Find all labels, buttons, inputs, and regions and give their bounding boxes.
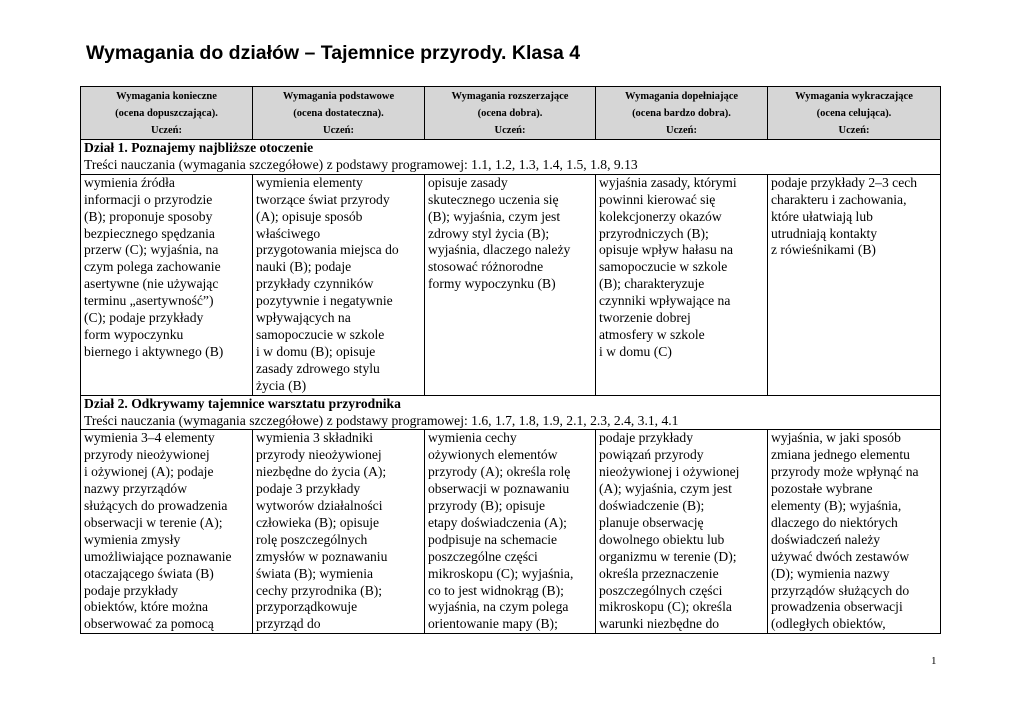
section-1-subtitle: Treści nauczania (wymagania szczegółowe) z podstawy programowej: 1.1, 1.2, 1.3, 1.4, 1.5, 1.8, 9.13: [84, 156, 638, 172]
table-cell: podaje przykłady powiązań przyrody nieożywionej i ożywionej (A); wyjaśnia, czym jest doświadczenie (B); planuje obserwację dowolnego obiektu lub organizmu w terenie (D); określa przeznaczenie poszczególnych części mikroskopu (C); określa warunki niezbędne do: [596, 430, 768, 634]
table-cell: wymienia elementy tworzące świat przyrody (A); opisuje sposób właściwego przygotowania miejsca do nauki (B); podaje przykłady czynników pozytywnie i negatywnie wpływających na samopoczucie w szkole i w domu (B); opisuje zasady zdrowego stylu życia (B): [253, 174, 425, 395]
table-cell: podaje przykłady 2–3 cech charakteru i zachowania, które ułatwiają lub utrudniają kontakty z rówieśnikami (B): [768, 174, 941, 395]
requirements-table: [80, 86, 941, 634]
document-title: Wymagania do działów – Tajemnice przyrody. Klasa 4: [86, 42, 581, 64]
section-2-subtitle: Treści nauczania (wymagania szczegółowe) z podstawy programowej: 1.6, 1.7, 1.8, 1.9, 2.1, 2.3, 2.4, 3.1, 4.1: [84, 412, 679, 428]
header-konieczne: Wymagania konieczne (ocena dopuszczająca). Uczeń:: [81, 87, 253, 140]
section-2-title: Dział 2. Odkrywamy tajemnice warsztatu przyrodnika: [84, 395, 401, 411]
table-cell: wymienia cechy ożywionych elementów przyrody (A); określa rolę obserwacji w poznawaniu przyrody (B); opisuje etapy doświadczenia (A); podpisuje na schemacie poszczególne części mikroskopu (C); wyjaśnia, co to jest widnokrąg (B); wyjaśnia, na czym polega orientowanie mapy (B);: [425, 430, 596, 634]
header-wykraczajace: Wymagania wykraczające (ocena celująca). Uczeń:: [768, 87, 941, 140]
table-cell: opisuje zasady skutecznego uczenia się (B); wyjaśnia, czym jest zdrowy styl życia (B); wyjaśnia, dlaczego należy stosować różnorodne formy wypoczynku (B): [425, 174, 596, 395]
page-number: 1: [931, 655, 937, 667]
table-cell: wyjaśnia, w jaki sposób zmiana jednego elementu przyrody może wpłynąć na pozostałe wybrane elementy (B); wyjaśnia, dlaczego do niektórych doświadczeń należy używać dwóch zestawów (D); wymienia nazwy przyrządów służących do prowadzenia obserwacji (odległych obiektów,: [768, 430, 941, 634]
section-row-1: [81, 140, 941, 175]
section-1-requirements-row: [81, 174, 941, 395]
table-cell: wymienia 3–4 elementy przyrody nieożywionej i ożywionej (A); podaje nazwy przyrządów służących do prowadzenia obserwacji w terenie (A); wymienia zmysły umożliwiające poznawanie otaczającego świata (B) podaje przykłady obiektów, które można obserwować za pomocą: [81, 430, 253, 634]
section-2-requirements-row: [81, 430, 941, 634]
section-1-title: Dział 1. Poznajemy najbliższe otoczenie: [84, 140, 314, 155]
table-cell: wymienia źródła informacji o przyrodzie (B); proponuje sposoby bezpiecznego spędzania przerw (C); wyjaśnia, na czym polega zachowanie asertywne (nie używając terminu „asertywność”) (C); podaje przykłady form wypoczynku biernego i aktywnego (B): [81, 174, 253, 395]
section-row-2: [81, 395, 941, 430]
table-cell: wymienia 3 składniki przyrody nieożywionej niezbędne do życia (A); podaje 3 przykłady wytworów działalności człowieka (B); opisuje rolę poszczególnych zmysłów w poznawaniu świata (B); wymienia cechy przyrodnika (B); przyporządkowuje przyrząd do: [253, 430, 425, 634]
section-1-header: [81, 140, 941, 175]
header-podstawowe: Wymagania podstawowe (ocena dostateczna). Uczeń:: [253, 87, 425, 140]
section-2-header: [81, 395, 941, 430]
header-dopelniajace: Wymagania dopełniające (ocena bardzo dobra). Uczeń:: [596, 87, 768, 140]
header-rozszerzajace: Wymagania rozszerzające (ocena dobra). Uczeń:: [425, 87, 596, 140]
table-cell: wyjaśnia zasady, którymi powinni kierować się kolekcjonerzy okazów przyrodniczych (B); opisuje wpływ hałasu na samopoczucie w szkole (B); charakteryzuje czynniki wpływające na tworzenie dobrej atmosfery w szkole i w domu (C): [596, 174, 768, 395]
header-row: [81, 87, 941, 140]
